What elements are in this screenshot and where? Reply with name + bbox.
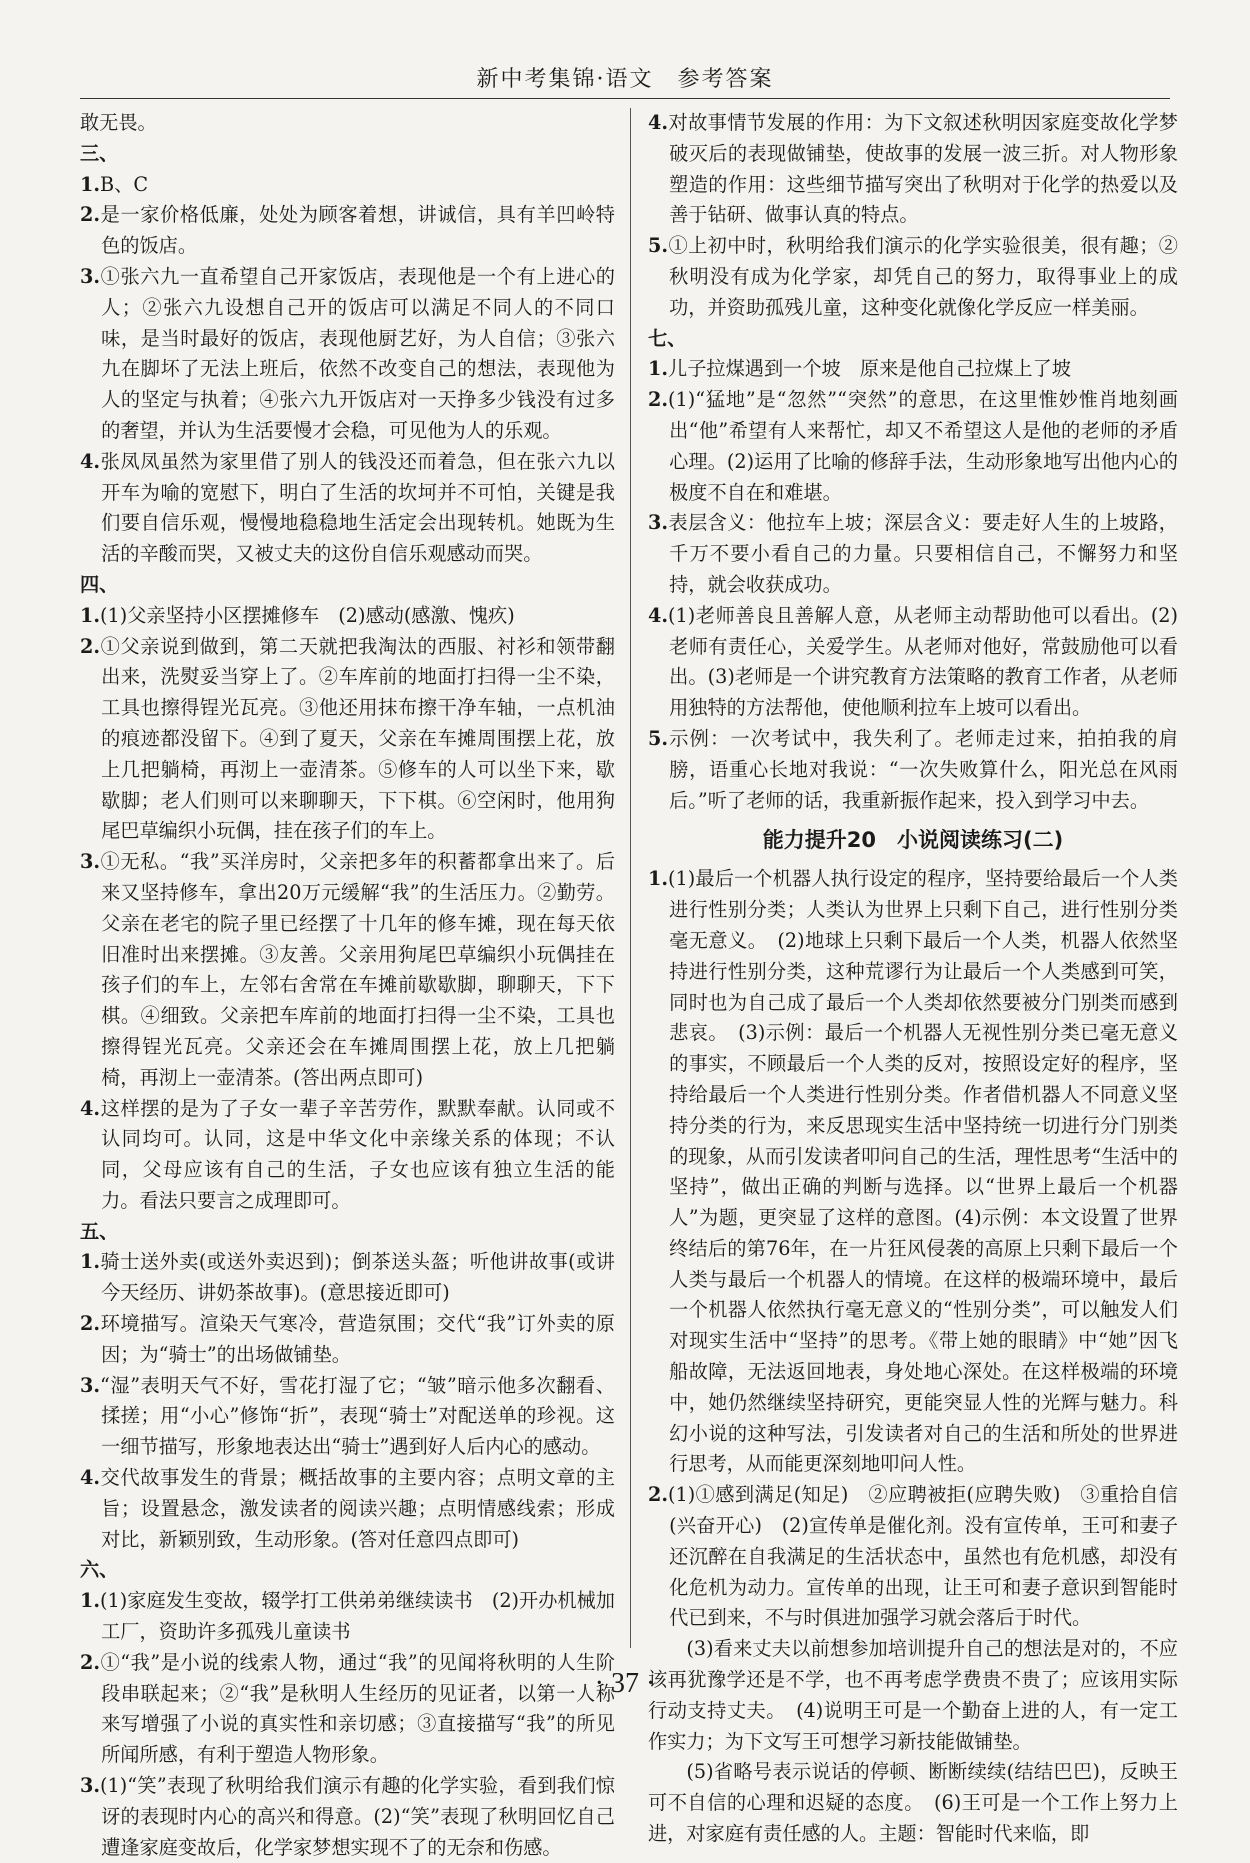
answer-number: 3. <box>80 264 101 288</box>
answer-text: 张凤凤虽然为家里借了别人的钱没还而着急，但在张六九以开车为喻的宽慰下，明白了生活的坎坷并不可怕，关键是我们要自信乐观，慢慢地稳稳地生活定会出现转机。她既为生活的辛酸而哭，又被丈夫的这份自信乐观感动而哭。 <box>100 449 615 566</box>
answer-item <box>80 1094 615 1217</box>
page-number: · 37 · <box>594 1668 656 1699</box>
answer-text: 是一家价格低廉，处处为顾客着想，讲诚信，具有羊凹岭特色的饭店。 <box>100 203 615 258</box>
column-divider <box>630 108 631 1648</box>
answer-number: 1. <box>80 172 101 196</box>
answer-number: 4. <box>80 1096 101 1120</box>
section-number: 五、 <box>80 1219 119 1243</box>
answer-text: 示例：一次考试中，我失利了。老师走过来，拍拍我的肩膀，语重心长地对我说：“一次失败算什么，阳光总在风雨后。”听了老师的话，我重新振作起来，投入到学习中去。 <box>668 726 1178 812</box>
answer-number: 4. <box>648 111 669 134</box>
answer-item <box>80 601 615 632</box>
answer-item <box>80 447 615 570</box>
answer-item <box>80 1586 615 1648</box>
answer-item <box>80 200 615 262</box>
answer-item <box>80 170 615 201</box>
answer-number: 1. <box>648 867 669 891</box>
answer-text: 敢无畏。 <box>80 111 157 134</box>
answer-text: ①“我”是小说的线索人物，通过“我”的见闻将秋明的人生阶段串联起来；②“我”是秋明人生经历的见证者，以第一人称来写增强了小说的真实性和亲切感；③直接描写“我”的所见所闻所感，有利于塑造人物形象。 <box>100 1650 615 1767</box>
answer-item <box>648 385 1178 508</box>
answer-text: 表层含义：他拉车上坡；深层含义：要走好人生的上坡路，千万不要小看自己的力量。只要相信自己，不懈努力和坚持，就会收获成功。 <box>668 511 1178 596</box>
answer-text: B、C <box>100 172 148 196</box>
answer-item <box>80 1309 615 1371</box>
answer-text: ①父亲说到做到，第二天就把我淘汰的西服、衬衫和领带翻出来，洗熨妥当穿上了。②车库前的地面打扫得一尘不染，工具也擦得锃光瓦亮。③他还用抹布擦干净车轴，一点机油的痕迹都没留下。④到了夏天，父亲在车摊周围摆上花，放上几把躺椅，再沏上一壶清茶。⑤修车的人可以坐下来，歇歇脚；老人们则可以来聊聊天，下下棋。⑥空闲时，他用狗尾巴草编织小玩偶，挂在孩子们的车上。 <box>100 634 615 843</box>
answer-item <box>648 724 1178 816</box>
answer-text: 这样摆的是为了子女一辈子辛苦劳作，默默奉献。认同或不认同均可。认同，这是中华文化中亲缘关系的体现；不认同，父母应该有自己的生活，子女也应该有独立生活的能力。看法只要言之成理即可。 <box>100 1096 615 1212</box>
answer-text: 环境描写。渲染天气寒冷，营造氛围；交代“我”订外卖的原因；为“骑士”的出场做铺垫。 <box>100 1312 615 1366</box>
answer-number: 1. <box>80 603 101 627</box>
answer-number: 3. <box>648 511 669 535</box>
answer-item <box>80 1648 615 1771</box>
answer-number: 2. <box>648 1483 669 1507</box>
answer-number: 2. <box>80 1650 101 1674</box>
answer-item <box>648 1480 1178 1634</box>
answer-number: 2. <box>80 634 101 658</box>
answer-text: (1)“笑”表现了秋明给我们演示有趣的化学实验，看到我们惊讶的表现时内心的高兴和得意。(2)“笑”表现了秋明回忆自己遭逢家庭变故后，化学家梦想实现不了的无奈和伤感。 <box>100 1774 615 1859</box>
answer-number: 1. <box>80 1250 101 1274</box>
answer-number: 3. <box>80 1774 101 1798</box>
answer-number: 5. <box>648 234 669 258</box>
answer-item <box>80 262 615 447</box>
answer-item <box>648 508 1178 600</box>
answer-text: 对故事情节发展的作用：为下文叙述秋明因家庭变故化学梦破灭后的表现做铺垫，使故事的发展一波三折。对人物形象塑造的作用：这些细节描写突出了秋明对于化学的热爱以及善于钻研、做事认真的特点。 <box>668 111 1178 227</box>
left-column <box>80 108 615 1863</box>
answer-text: (1)最后一个机器人执行设定的程序，坚持要给最后一个人类进行性别分类；人类认为世界上只剩下自己，进行性别分类毫无意义。 (2)地球上只剩下最后一个人类，机器人依然坚持进行性别分类，这种荒谬行为让最后一个人类感到可笑，同时也为自己成了最后一个人类却依然要被分门别类而感到悲哀。 (3)示例：最后一个机器人无视性别分类已毫无意义的事实，不顾最后一个人类的反对，按照设定好的程序，坚持给最后一个人类进行性别分类。作者借机器人不同意义坚持分类的行为，来反思现实生活中坚持统一切进行分门别类的现象，从而引发读者叩问自己的生活，理性思考“生活中的坚持”，做出正确的判断与选择。以“世界上最后一个机器人”为题，更突显了这样的意图。(4)示例：本文设置了世界终结后的第76年，在一片狂风侵袭的高原上只剩下最后一个人类与最后一个机器人的情境。在这样的极端环境中，最后一个机器人依然执行毫无意义的“性别分类”，可以触发人们对现实生活中“坚持”的思考。《带上她的眼睛》中“她”因飞船故障，无法返回地表，身处地心深处。在这样极端的环境中，她仍然继续坚持研究，更能突显人性的光辉与魅力。科幻小说的这种写法，引发读者对自己的生活和所处的世界进行思考，从而能更深刻地叩问人性。 <box>668 867 1178 1476</box>
answer-item <box>80 1771 615 1863</box>
answer-text: (1)父亲坚持小区摆摊修车 (2)感动(感激、愧疚) <box>100 603 515 627</box>
answer-number: 2. <box>648 388 669 412</box>
answer-text: ①无私。“我”买洋房时，父亲把多年的积蓄都拿出来了。后来又坚持修车，拿出20万元缓解“我”的生活压力。②勤劳。父亲在老宅的院子里已经摆了十几年的修车摊，现在每天依旧准时出来摆摊。③友善。父亲用狗尾巴草编织小玩偶挂在孩子们的车上，左邻右舍常在车摊前歇歇脚，聊聊天，下下棋。④细致。父亲把车库前的地面打扫得一尘不染，工具也擦得锃光瓦亮。父亲还会在车摊周围摆上花，放上几把躺椅，再沏上一壶清茶。(答出两点即可) <box>100 850 615 1089</box>
answer-paragraph: (3)看来丈夫以前想参加培训提升自己的想法是对的，不应该再犹豫学还是不学，也不再考虑学费贵不贵了；应该用实际行动支持丈夫。 (4)说明王可是一个勤奋上进的人，有一定工作实力；为下文写王可想学习新技能做铺垫。 <box>648 1637 1178 1753</box>
answer-text: (1)①感到满足(知足) ②应聘被拒(应聘失败) ③重拾自信(兴奋开心) (2)宣传单是催化剂。没有宣传单，王可和妻子还沉醉在自我满足的生活状态中，虽然也有危机感，却没有化危机为动力。宣传单的出现，让王可和妻子意识到智能时代已到来，不与时俱进加强学习就会落后于时代。 <box>668 1483 1178 1630</box>
page-header: 新中考集锦·语文 参考答案 <box>476 67 774 92</box>
answer-number: 4. <box>648 603 669 627</box>
answer-number: 2. <box>80 1312 101 1336</box>
answer-number: 3. <box>80 850 101 874</box>
answer-number: 4. <box>80 1466 101 1490</box>
answer-number: 5. <box>648 726 669 750</box>
right-column <box>648 108 1178 1850</box>
answer-item <box>80 1371 615 1463</box>
answer-text: (1)家庭发生变故，辍学打工供弟弟继续读书 (2)开办机械加工厂，资助许多孤残儿童读书 <box>100 1589 615 1644</box>
answer-number: 3. <box>80 1373 101 1397</box>
answer-item <box>648 108 1178 231</box>
answer-paragraph: (5)省略号表示说话的停顿、断断续续(结结巴巴)，反映王可不自信的心理和迟疑的态度。 (6)王可是一个工作上努力上进，对家庭有责任感的人。主题：智能时代来临，即 <box>648 1760 1178 1846</box>
answer-text: ①张六九一直希望自己开家饭店，表现他是一个有上进心的人；②张六九设想自己开的饭店可以满足不同人的不同口味，是当时最好的饭店，表现他厨艺好，为人自信；③张六九在脚坏了无法上班后，依然不改变自己的想法，表现他为人的坚定与执着；④张六九开饭店对一天挣多少钱没有过多的奢望，并认为生活要慢才会稳，可见他为人的乐观。 <box>100 264 615 442</box>
answer-text: 骑士送外卖(或送外卖迟到)；倒茶送头盔；听他讲故事(或讲今天经历、讲奶茶故事)。(意思接近即可) <box>100 1250 615 1305</box>
answer-number: 1. <box>648 357 669 381</box>
answer-number: 2. <box>80 203 101 227</box>
answer-text: ①上初中时，秋明给我们演示的化学实验很美，很有趣；②秋明没有成为化学家，却凭自己的努力，取得事业上的成功，并资助孤残儿童，这种变化就像化学反应一样美丽。 <box>668 234 1178 319</box>
answer-item <box>648 864 1178 1480</box>
section-number: 三、 <box>80 141 119 165</box>
answer-text: (1)老师善良且善解人意，从老师主动帮助他可以看出。(2)老师有责任心，关爱学生。从老师对他好，常鼓励他可以看出。(3)老师是一个讲究教育方法策略的教育工作者，从老师用独特的方法帮他，使他顺利拉车上坡可以看出。 <box>668 603 1178 720</box>
answer-item <box>80 847 615 1093</box>
answer-text: 儿子拉煤遇到一个坡 原来是他自己拉煤上了坡 <box>668 357 1071 381</box>
answer-number: 4. <box>80 449 101 473</box>
answer-item <box>80 1463 615 1555</box>
answer-item <box>80 632 615 848</box>
section-heading: 能力提升20 小说阅读练习(二) <box>762 828 1064 853</box>
answer-text: 交代故事发生的背景；概括故事的主要内容；点明文章的主旨；设置悬念，激发读者的阅读兴趣；点明情感线索；形成对比，新颖别致，生动形象。(答对任意四点即可) <box>100 1466 615 1551</box>
header-rule <box>80 98 1170 99</box>
answer-item <box>648 231 1178 323</box>
answer-text: (1)“猛地”是“忽然”“突然”的意思，在这里惟妙惟肖地刻画出“他”希望有人来帮忙，却又不希望这人是他的老师的矛盾心理。(2)运用了比喻的修辞手法，生动形象地写出他内心的极度不自在和难堪。 <box>668 388 1178 504</box>
answer-item <box>648 601 1178 724</box>
section-number: 四、 <box>80 572 119 596</box>
answer-item <box>648 354 1178 385</box>
section-number: 六、 <box>80 1558 119 1582</box>
answer-text: “湿”表明天气不好，雪花打湿了它；“皱”暗示他多次翻看、揉搓；用“小心”修饰“折”，表现“骑士”对配送单的珍视。这一细节描写，形象地表达出“骑士”遇到好人后内心的感动。 <box>100 1373 615 1459</box>
section-number: 七、 <box>648 326 687 350</box>
answer-number: 1. <box>80 1589 101 1613</box>
answer-item <box>80 1247 615 1309</box>
